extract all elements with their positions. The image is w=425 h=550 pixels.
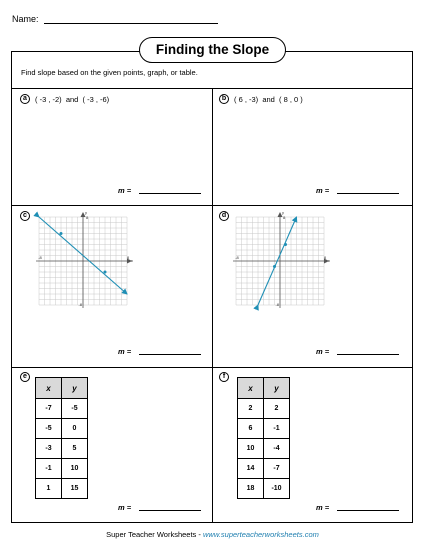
cell-x: 10: [238, 439, 264, 459]
page-title: Finding the Slope: [139, 37, 286, 63]
table-row: [36, 399, 88, 419]
problem-badge-f: f: [219, 372, 229, 382]
cell-y: 10: [62, 459, 88, 479]
answer-label-b: m =: [316, 186, 330, 195]
answer-line-b[interactable]: [337, 193, 399, 194]
axis-label-x: x: [328, 258, 330, 263]
plotted-point: [284, 243, 287, 246]
tick-label: 8: [283, 215, 286, 220]
axis-label-y: y: [282, 210, 284, 215]
axis-label-x: x: [131, 258, 133, 263]
table-row: [36, 479, 88, 499]
tick-label: 8: [323, 255, 327, 260]
column-header-y: y: [62, 378, 88, 399]
tick-label: -8: [78, 302, 82, 307]
plotted-point: [60, 232, 63, 235]
footer-url[interactable]: www.superteacherworksheets.com: [202, 530, 319, 539]
cell-y: -5: [62, 399, 88, 419]
column-header-x: x: [238, 378, 264, 399]
cell-x: 18: [238, 479, 264, 499]
table-row: [36, 419, 88, 439]
cell-y: 2: [264, 399, 290, 419]
plotted-point: [273, 265, 276, 268]
coordinate-graph-c: [34, 212, 132, 310]
table-row: [36, 459, 88, 479]
answer-label-a: m =: [118, 186, 132, 195]
cell-y: 5: [62, 439, 88, 459]
answer-line-e[interactable]: [139, 510, 201, 511]
answer-line-f[interactable]: [337, 510, 399, 511]
tick-label: -8: [38, 255, 42, 260]
tick-label: 8: [86, 215, 89, 220]
problem-badge-e: e: [20, 372, 30, 382]
cell-y: 0: [62, 419, 88, 439]
answer-label-e: m =: [118, 503, 132, 512]
cell-x: 6: [238, 419, 264, 439]
answer-label-f: m =: [316, 503, 330, 512]
table-row: [238, 399, 290, 419]
cell-x: -5: [36, 419, 62, 439]
xy-table-f: [237, 377, 290, 499]
plotted-point: [104, 271, 107, 274]
cell-x: -7: [36, 399, 62, 419]
column-header-x: x: [36, 378, 62, 399]
instructions: Find slope based on the given points, graph, or table.: [21, 68, 198, 77]
problem-a-points: ( -3 , -2) and ( -3 , -6): [35, 95, 110, 104]
cell-x: 1: [36, 479, 62, 499]
table-header-row: [36, 378, 88, 399]
coordinate-graph-d: [231, 212, 329, 310]
footer: [0, 530, 425, 539]
column-divider: [212, 88, 213, 523]
cell-x: -3: [36, 439, 62, 459]
name-label: Name:: [12, 14, 39, 24]
problem-badge-d: d: [219, 211, 229, 221]
problem-badge-c: c: [20, 211, 30, 221]
axis-label-y: y: [85, 210, 87, 215]
cell-y: -7: [264, 459, 290, 479]
column-header-y: y: [264, 378, 290, 399]
cell-y: -4: [264, 439, 290, 459]
table-row: [238, 419, 290, 439]
table-row: [238, 479, 290, 499]
problem-badge-a: a: [20, 94, 30, 104]
problem-badge-b: b: [219, 94, 229, 104]
cell-x: -1: [36, 459, 62, 479]
problem-b-points: ( 6 , -3) and ( 8 , 0 ): [234, 95, 303, 104]
answer-label-c: m =: [118, 347, 132, 356]
answer-label-d: m =: [316, 347, 330, 356]
cell-x: 2: [238, 399, 264, 419]
answer-line-a[interactable]: [139, 193, 201, 194]
table-row: [36, 439, 88, 459]
table-row: [238, 439, 290, 459]
xy-table-e: [35, 377, 88, 499]
cell-x: 14: [238, 459, 264, 479]
footer-brand: Super Teacher Worksheets -: [106, 530, 203, 539]
cell-y: -10: [264, 479, 290, 499]
answer-line-c[interactable]: [139, 354, 201, 355]
table-row: [238, 459, 290, 479]
name-line[interactable]: [44, 23, 218, 24]
cell-y: -1: [264, 419, 290, 439]
table-header-row: [238, 378, 290, 399]
cell-y: 15: [62, 479, 88, 499]
tick-label: -8: [235, 255, 239, 260]
tick-label: 8: [126, 255, 130, 260]
answer-line-d[interactable]: [337, 354, 399, 355]
tick-label: -8: [275, 302, 279, 307]
